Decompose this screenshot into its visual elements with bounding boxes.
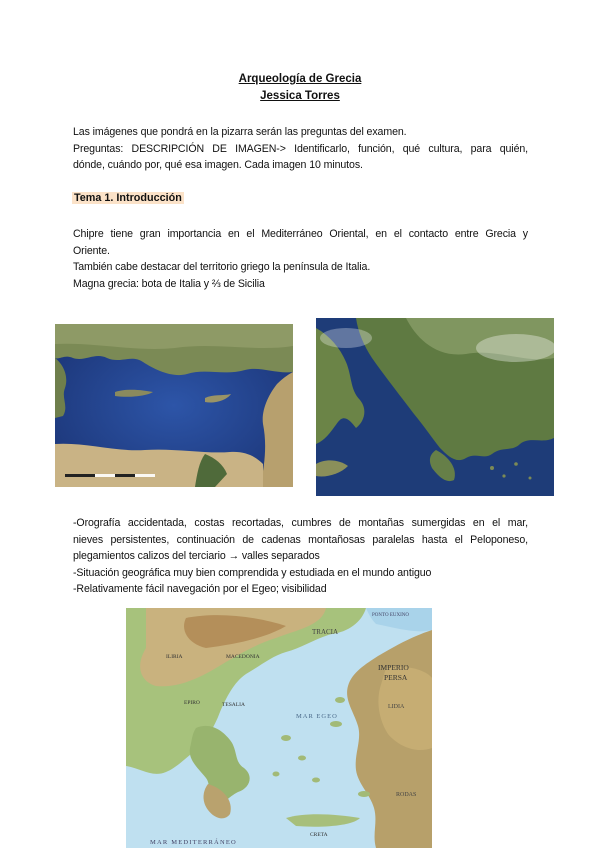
bullet-2: -Situación geográfica muy bien comprendida y estudiada en el mundo antiguo [73,566,432,579]
section-paragraph [73,226,528,292]
satellite-map-italy-greece [316,318,554,496]
map-label-ponto: PONTO EUXINO [372,613,409,618]
intro-paragraph [73,124,528,174]
map-label-tesalia: TESALIA [222,702,245,708]
map-label-epiro: EPIRO [184,700,200,706]
map-label-persia-2: PERSA [384,673,408,682]
map-label-iliria: ILIRIA [166,654,183,660]
map-label-mar-mediterraneo: MAR MEDITERRÁNEO [150,839,237,846]
bullet-1-line-2: nieves persistentes, continuación de cadenas montañosas paralelas hasta el Peloponeso, [73,533,528,546]
cyprus-line-1: Chipre tiene gran importancia en el Mediterráneo Oriental, en el contacto entre Grecia y [73,228,528,240]
map-label-rodas: RODAS [396,792,417,798]
map-label-persia-1: IMPERIO [378,663,409,672]
intro-line-3: dónde, cuándo por, qué esa imagen. Cada imagen 10 minutos. [73,159,363,171]
magna-grecia-line: Magna grecia: bota de Italia y ⅔ de Sicilia [73,277,265,290]
intro-line-1: Las imágenes que pondrá en la pizarra serán las preguntas del examen. [73,126,407,138]
cyprus-line-2: Oriente. [73,244,110,257]
map-label-macedonia: MACEDONIA [226,654,260,660]
map-label-tracia: TRACIA [312,628,339,636]
map-label-mar-egeo: MAR EGEO [296,713,338,720]
historical-map-ancient-greece [126,608,432,848]
satellite-map-eastern-mediterranean [55,324,293,487]
intro-line-2: Preguntas: DESCRIPCIÓN DE IMAGEN-> Identificarlo, función, qué cultura, para quién, [73,142,528,155]
bullet-1-line-3: plegamientos calizos del terciario → valles separados [73,550,320,562]
bullet-1-line-1: -Orografía accidentada, costas recortadas, cumbres de montañas sumergidas en el mar, [73,517,528,529]
map-label-lidia: LIDIA [388,704,405,710]
document-author: Jessica Torres [260,90,340,102]
map-label-creta: CRETA [310,832,328,838]
document-title: Arqueología de Grecia [238,73,362,85]
bullets-paragraph [73,515,528,598]
section-heading: Tema 1. Introducción [74,192,182,204]
bullet-3: -Relativamente fácil navegación por el Egeo; visibilidad [73,583,327,595]
italy-line: También cabe destacar del territorio griego la península de Italia. [73,261,371,273]
